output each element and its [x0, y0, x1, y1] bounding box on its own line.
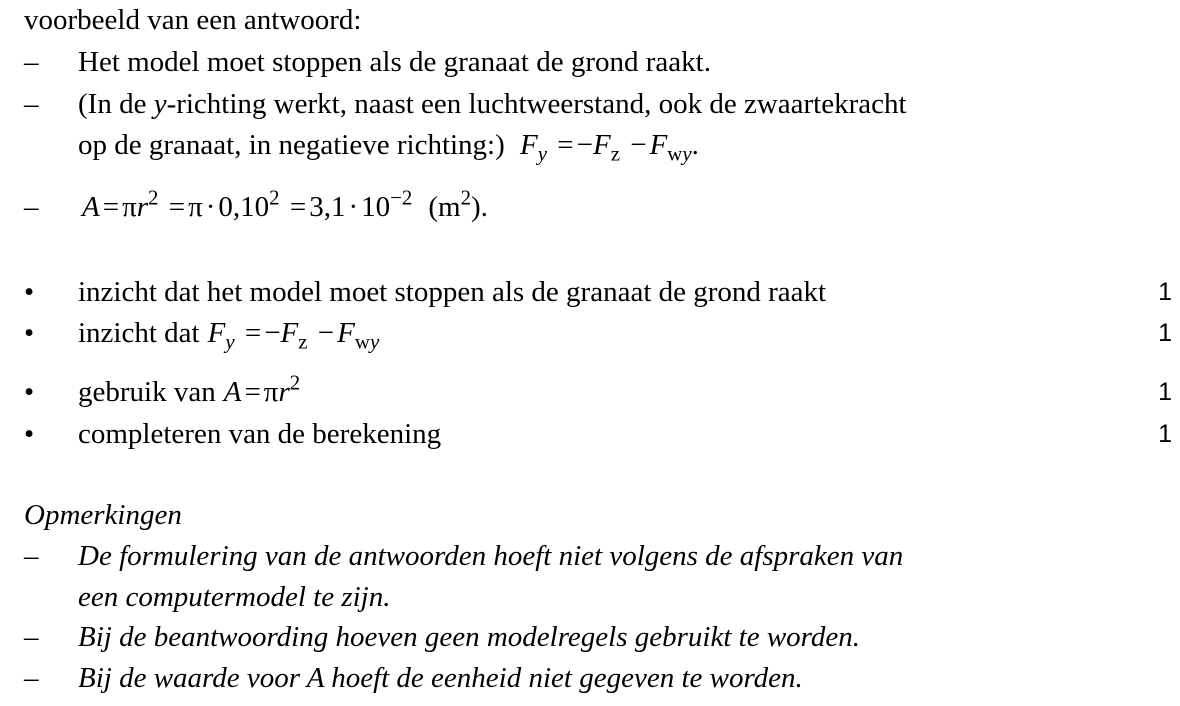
dash-3: – [24, 191, 39, 223]
points-2: 1 [1158, 319, 1172, 347]
bullet-4: • [24, 418, 35, 450]
criterion-2: inzicht dat $F_y = -F_z - F_{wy}$ [78, 317, 380, 354]
remark-dash-2: – [24, 621, 39, 653]
criterion-1: inzicht dat het model moet stoppen als de granaat de grond raakt [78, 276, 827, 308]
force-formula: $F_y = -F_z - F_{wy}$. [520, 129, 699, 166]
answer-line-3: op de granaat, in negatieve richting:) $F_y = -F_z - F_{wy}$. [78, 129, 699, 166]
criterion-4: completeren van de berekening [78, 418, 442, 450]
points-1: 1 [1158, 278, 1172, 306]
dash-1: – [24, 46, 39, 78]
remark-dash-1: – [24, 540, 39, 572]
intro-heading: voorbeeld van een antwoord: [24, 4, 362, 36]
remark-1-line-2: een computermodel te zijn. [78, 581, 391, 613]
points-4: 1 [1158, 420, 1172, 448]
remark-2: Bij de beantwoording hoeven geen modelregels gebruikt te worden. [78, 621, 861, 653]
area-formula: $A = \pi r^2 = \pi \cdot 0,10^2 = 3,1 \cdot 10^{-2}$ $(m^2)$. [82, 185, 488, 223]
answer-line-1: Het model moet stoppen als de granaat de grond raakt. [78, 46, 711, 78]
bullet-1: • [24, 276, 35, 308]
remarks-heading: Opmerkingen [24, 499, 182, 531]
bullet-3: • [24, 376, 35, 408]
remark-1-line-1: De formulering van de antwoorden hoeft niet volgens de afspraken van [78, 540, 904, 572]
points-3: 1 [1158, 378, 1172, 406]
dash-2: – [24, 88, 39, 120]
answer-line-2: (In de y-richting werkt, naast een luchtweerstand, ook de zwaartekracht [78, 88, 907, 120]
remark-3: Bij de waarde voor A hoeft de eenheid niet gegeven te worden. [78, 662, 803, 694]
bullet-2: • [24, 317, 35, 349]
remark-dash-3: – [24, 662, 39, 694]
criterion-3: gebruik van $A = \pi r^2$ [78, 370, 301, 408]
